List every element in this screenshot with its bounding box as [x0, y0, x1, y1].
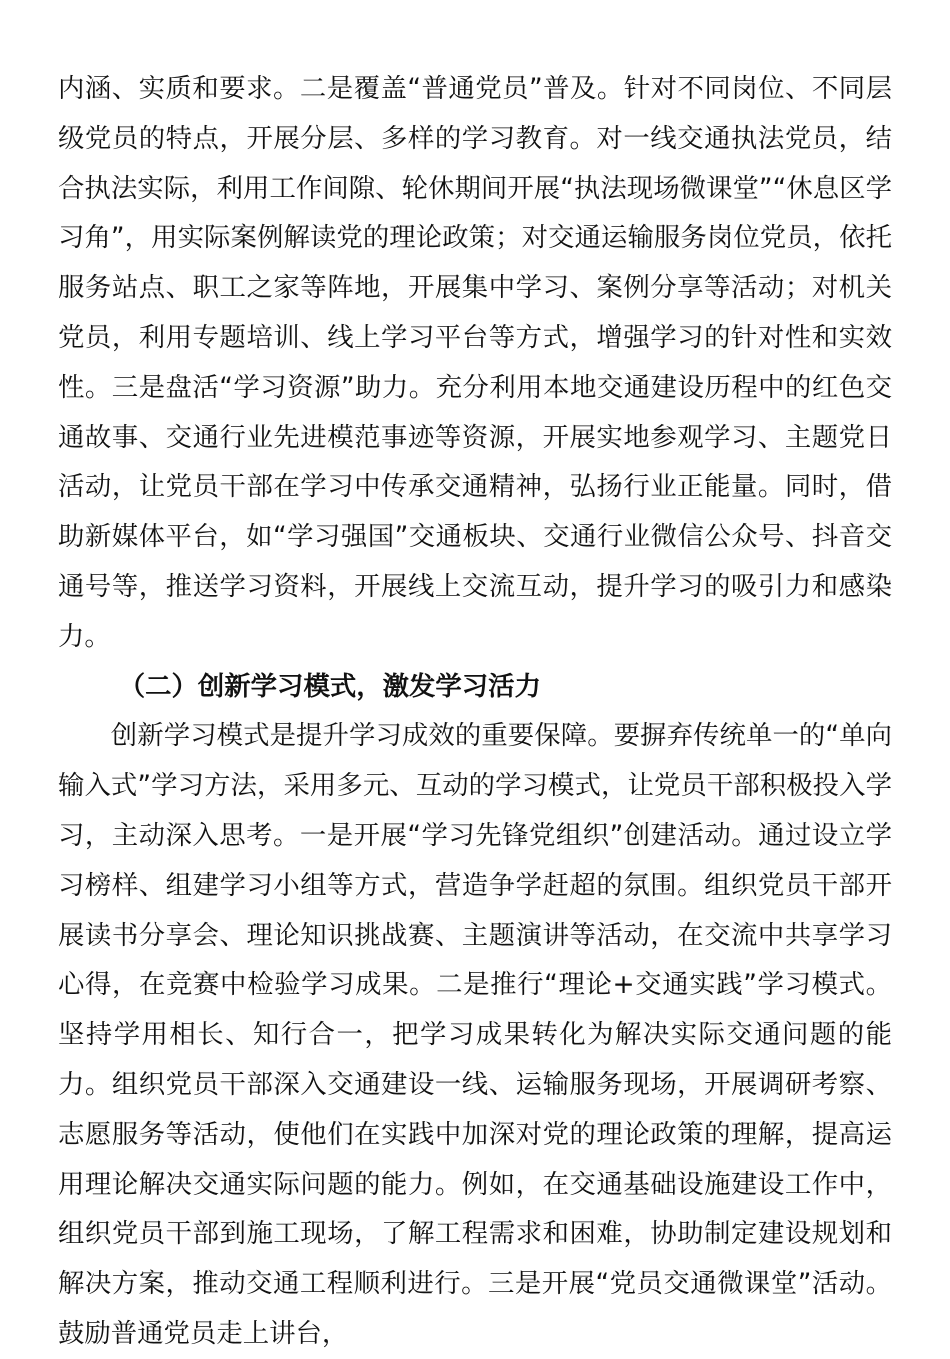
section-heading: （二）创新学习模式，激发学习活力 — [118, 670, 541, 702]
body-paragraph-continued: 内涵、实质和要求。二是覆盖“普通党员”普及。针对不同岗位、不同层级党员的特点，开展分层、多样的学习教育。对一线交通执法党员，结合执法实际，利用工作间隙、轮休期间开展“执法现场微课堂”“休息区学习角”，用实际案例解读党的理论政策；对交通运输服务岗位党员，依托服务站点、职工之家等阵地，开展集中学习、案例分享等活动；对机关党员，利用专题培训、线上学习平台等方式，增强学习的针对性和实效性。三是盘活“学习资源”助力。充分利用本地交通建设历程中的红色交通故事、交通行业先进模范事迹等资源，开展实地参观学习、主题党日活动，让党员干部在学习中传承交通精神，弘扬行业正能量。同时，借助新媒体平台，如“学习强国”交通板块、交通行业微信公众号、抖音交通号等，推送学习资料，开展线上交流互动，提升学习的吸引力和感染力。 — [58, 73, 892, 652]
body-paragraph: 创新学习模式是提升学习成效的重要保障。要摒弃传统单一的“单向输入式”学习方法，采用多元、互动的学习模式，让党员干部积极投入学习，主动深入思考。一是开展“学习先锋党组织”创建活动。通过设立学习榜样、组建学习小组等方式，营造争学赶超的氛围。组织党员干部开展读书分享会、理论知识挑战赛、主题演讲等活动，在交流中共享学习心得，在竞赛中检验学习成果。二是推行“理论+交通实践”学习模式。坚持学用相长、知行合一，把学习成果转化为解决实际交通问题的能力。组织党员干部深入交通建设一线、运输服务现场，开展调研考察、志愿服务等活动，使他们在实践中加深对党的理论政策的理解，提高运用理论解决交通实际问题的能力。例如，在交通基础设施建设工作中，组织党员干部到施工现场，了解工程需求和困难，协助制定建设规划和解决方案，推动交通工程顺利进行。三是开展“党员交通微课堂”活动。鼓励普通党员走上讲台， — [58, 720, 892, 1349]
document-page — [58, 64, 892, 1359]
